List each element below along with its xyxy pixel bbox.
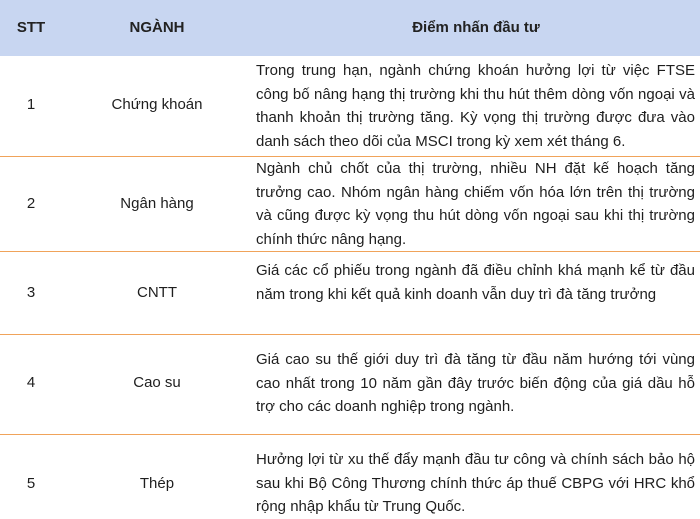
header-stt: STT: [16, 19, 46, 36]
row-nganh: Cao su: [133, 374, 181, 391]
row-stt: 3: [26, 284, 36, 301]
row-stt: 4: [26, 374, 36, 391]
table-row: [0, 252, 700, 334]
row-nganh: Chứng khoán: [111, 96, 203, 113]
row-stt: 2: [26, 195, 36, 212]
row-diem-nhan: Giá các cổ phiếu trong ngành đã điều chỉnh khá mạnh kể từ đầu năm trong khi kết quả kinh doanh vẫn duy trì đà tăng trưởng: [256, 262, 695, 303]
row-diem-nhan: Hưởng lợi từ xu thế đẩy mạnh đầu tư công và chính sách bảo hộ sau khi Bộ Công Thương chính thức áp thuế CBPG với HRC khổ rộng nhập khẩu từ Trung Quốc.: [256, 451, 695, 515]
row-stt: 5: [26, 475, 36, 492]
header-diem-nhan: Điểm nhấn đầu tư: [412, 19, 540, 36]
row-stt: 1: [26, 96, 36, 113]
table-row: [0, 435, 700, 519]
row-nganh: CNTT: [137, 284, 177, 301]
table-header: [0, 0, 700, 56]
header-nganh: NGÀNH: [129, 19, 185, 36]
table-row: [0, 157, 700, 251]
row-nganh: Ngân hàng: [120, 195, 194, 212]
row-nganh: Thép: [139, 475, 175, 492]
table-row: [0, 335, 700, 434]
row-diem-nhan: Giá cao su thế giới duy trì đà tăng từ đầu năm hướng tới vùng cao nhất trong 10 năm gần đây trước biến động của giá dầu hỗ trợ cho các doanh nghiệp trong ngành.: [256, 351, 695, 415]
row-diem-nhan: Ngành chủ chốt của thị trường, nhiều NH đặt kế hoạch tăng trưởng cao. Nhóm ngân hàng chiếm vốn hóa lớn trên thị trường và cũng được kỳ vọng thu hút dòng vốn ngoại sau khi thị trường chính thức nâng hạng.: [256, 160, 695, 248]
table-row: [0, 56, 700, 156]
row-diem-nhan: Trong trung hạn, ngành chứng khoán hưởng lợi từ việc FTSE công bố nâng hạng thị trường khi thu hút thêm dòng vốn ngoại và thanh khoản thị trường tăng. Kỳ vọng thị trường được đưa vào danh sách theo dõi của MSCI trong kỳ xem xét tháng 6.: [256, 62, 695, 150]
